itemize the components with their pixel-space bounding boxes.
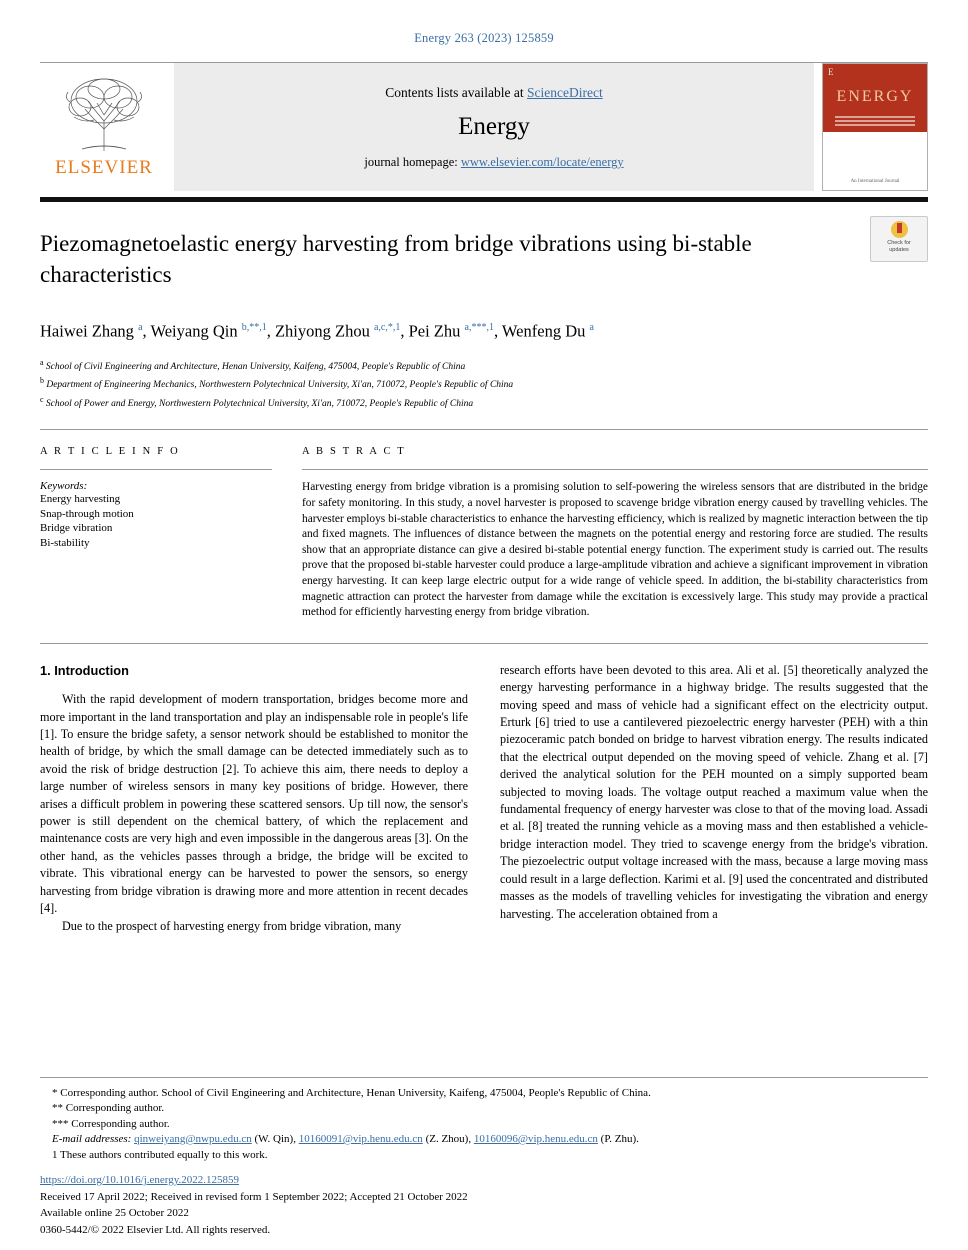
affiliation-list <box>40 356 928 412</box>
email-owner: (Z. Zhou), <box>425 1133 472 1145</box>
contents-prefix: Contents lists available at <box>385 84 524 100</box>
sciencedirect-link[interactable]: ScienceDirect <box>527 84 603 100</box>
affiliation-text: School of Civil Engineering and Architecture, Henan University, Kaifeng, 475004, People's Republic of China <box>45 361 466 372</box>
page-title: Piezomagnetoelastic energy harvesting from bridge vibrations using bi-stable characteristics <box>40 231 752 287</box>
elsevier-wordmark: ELSEVIER <box>55 157 153 178</box>
cover-title: ENERGY <box>836 88 914 106</box>
article-info-heading: A R T I C L E I N F O <box>40 446 180 458</box>
email-owner: (W. Qin), <box>254 1133 296 1145</box>
doi-line <box>40 1173 928 1189</box>
running-head: Energy 263 (2023) 125859 <box>414 31 554 45</box>
body-column-right <box>500 662 928 935</box>
keyword-item: Energy harvesting <box>40 493 121 506</box>
affiliation-item <box>40 393 928 412</box>
email-link[interactable]: 10160096@vip.henu.edu.cn <box>473 1133 598 1145</box>
affiliation-text: Department of Engineering Mechanics, Northwestern Polytechnical University, Xi'an, 710072, People's Republic of China <box>46 380 514 391</box>
footnote-corresponding-2: ** Corresponding author. <box>52 1102 165 1114</box>
article-info-column <box>40 446 302 620</box>
cover-decorative-bars <box>835 116 915 126</box>
article-info-rule <box>40 469 272 470</box>
paragraph: Due to the prospect of harvesting energy from bridge vibration, many <box>62 918 402 933</box>
title-area <box>40 228 928 411</box>
abstract-text: Harvesting energy from bridge vibration is a promising solution to self-powering the wireless sensors that are distributed in the bridge for safety monitoring. In this study, a novel harvester is proposed to scavenge bridge vibration energy caused by travelling vehicles. The harvester employs bi-stable characteristics to enhance the harvesting efficiency, which is realized by magnetic interaction between the tip and fixed magnets. The influences of distance between the magnets on the potential energy and restoring force are studied. The results show that an appropriate distance can give a desired bi-stable potential energy function. The experiment study is carried out. The results prove that the proposed bi-stable harvester could produce a large-amplitude vibration and achieve a significant improvement in vibration energy harvesting. It can keep large electric output for a wide range of vehicle speed. In addition, the bi-stability characteristics from magnetic attraction can protect the harvester from damage while the excitation is excessively large. This study may provide a practical method for efficiently harvesting energy from bridge vibration. <box>302 481 928 619</box>
crossmark-icon <box>891 221 908 238</box>
affiliation-mark: c <box>40 394 44 404</box>
cover-bottom-panel <box>823 132 927 190</box>
footnote-equal-contribution: 1 These authors contributed equally to this work. <box>52 1148 268 1161</box>
available-online: Available online 25 October 2022 <box>40 1207 189 1219</box>
crossmark-line2: updates <box>889 247 909 253</box>
received-dates: Received 17 April 2022; Received in revised form 1 September 2022; Accepted 21 October 2022 <box>40 1190 468 1203</box>
cover-footer-text: An International Journal <box>850 178 900 184</box>
crossmark-line1: Check for <box>887 240 911 246</box>
footnote-corresponding-3: *** Corresponding author. <box>52 1117 170 1130</box>
keyword-item: Bridge vibration <box>40 522 113 535</box>
keyword-item: Snap-through motion <box>40 507 134 520</box>
journal-cover-thumbnail <box>822 63 928 191</box>
email-label: E-mail addresses: <box>52 1133 132 1145</box>
author-list: Haiwei Zhang $^a$, Weiyang Qin $^{b,**,1}$, Zhiyong Zhou $^{a,c,*,1}$, Pei Zhu $^{a,***,1}$, Wenfeng Du $^a$ <box>40 321 594 341</box>
section-number: 1. <box>40 662 51 678</box>
journal-masthead <box>40 62 928 191</box>
abstract-heading: A B S T R A C T <box>302 446 406 458</box>
cover-top-panel <box>823 64 927 132</box>
footnote-block <box>40 1077 928 1239</box>
body-columns <box>40 643 928 935</box>
abstract-rule <box>302 469 928 470</box>
journal-title: Energy <box>458 112 530 140</box>
homepage-prefix: journal homepage: <box>364 154 458 169</box>
keyword-item: Bi-stability <box>40 536 90 549</box>
elsevier-logo <box>40 63 168 191</box>
footnote-emails <box>52 1132 928 1148</box>
info-abstract-block <box>40 429 928 620</box>
affiliation-text: School of Power and Energy, Northwestern Polytechnical University, Xi'an, 710072, People's Republic of China <box>45 398 474 409</box>
email-link[interactable]: 10160091@vip.henu.edu.cn <box>298 1133 423 1145</box>
affiliation-item <box>40 356 928 375</box>
section-title: Introduction <box>54 662 129 678</box>
email-link[interactable]: qinweiyang@nwpu.edu.cn <box>134 1133 252 1145</box>
elsevier-tree-icon <box>52 69 156 155</box>
paragraph: With the rapid development of modern transportation, bridges become more and more important in the land transportation and play an indispensable role in people's life [1]. To ensure the bridge safety, a sensor network should be established to monitor the health of bridge, by which the small damage can be detected immediately such as to avoid the risk of bridge destruction [2]. To achieve this aim, there needs to deploy a large number of wireless sensors in many key positions of bridge. However, there arises a difficult problem in powering these scattered sensors. Up till now, the sensor's power is still dependent on the chemical battery, of which the replacement and maintenance costs are very high and even impossible in the dangerous areas [3]. On the other hand, as the vehicles passes through a bridge, the bridge will be excited to vibrate. This vibrational energy can be harvested to power the sensors, so energy harvesting from bridge vibration is drawing more and more attention in recent decades [4]. <box>40 692 468 916</box>
masthead-divider <box>40 197 928 202</box>
abstract-column <box>302 446 928 620</box>
section-heading <box>40 662 468 679</box>
copyright-line: 0360-5442/© 2022 Elsevier Ltd. All rights reserved. <box>40 1223 271 1236</box>
doi-link[interactable]: https://doi.org/10.1016/j.energy.2022.125859 <box>40 1174 240 1186</box>
cover-letter: E <box>828 67 834 77</box>
paragraph: research efforts have been devoted to this area. Ali et al. [5] theoretically analyzed the energy harvesting performance in a highway bridge. The results suggested that the moving speed and mass of vehicle had a significant effect on the electricity output. Erturk [6] tried to use a cantilevered piezoelectric energy harvester (PEH) with a thin piezoceramic patch bonded on bridge to harvest vibration energy. The results indicated that the electrical output depended on the moving speed of vehicle. Zhang et al. [7] derived the analytical solution for the PEH mounted on a simply supported beam subjected to moving loads. The voltage output reached a maximum value when the fundamental frequency of energy harvester was close to that of the moving load. Assadi et al. [8] treated the running vehicle as a moving mass and then established a vehicle-bridge interaction model. They tried to scavenge energy from the bridge's vibration. The piezoelectric output voltage increased with the mass, because a large moving mass could result in a large deflection. Karimi et al. [9] used the concentrated and distributed masses as the models of travelling vehicles for investigating the vibration and energy harvesting. The acceleration obtained from a <box>500 662 928 921</box>
keywords-label: Keywords: <box>40 480 88 493</box>
keywords-list <box>40 492 272 550</box>
journal-band <box>174 63 814 191</box>
contents-line <box>385 85 602 101</box>
affiliation-item <box>40 374 928 393</box>
email-owner: (P. Zhu). <box>600 1133 639 1145</box>
crossmark-badge[interactable] <box>870 216 928 262</box>
affiliation-mark: b <box>40 376 44 386</box>
body-column-left <box>40 662 468 935</box>
affiliation-mark: a <box>40 357 44 367</box>
homepage-line <box>364 155 623 170</box>
journal-homepage-link[interactable]: www.elsevier.com/locate/energy <box>460 154 624 169</box>
footnote-corresponding-1: * Corresponding author. School of Civil Engineering and Architecture, Henan University, Kaifeng, 475004, People's Republic of China. <box>52 1086 651 1099</box>
